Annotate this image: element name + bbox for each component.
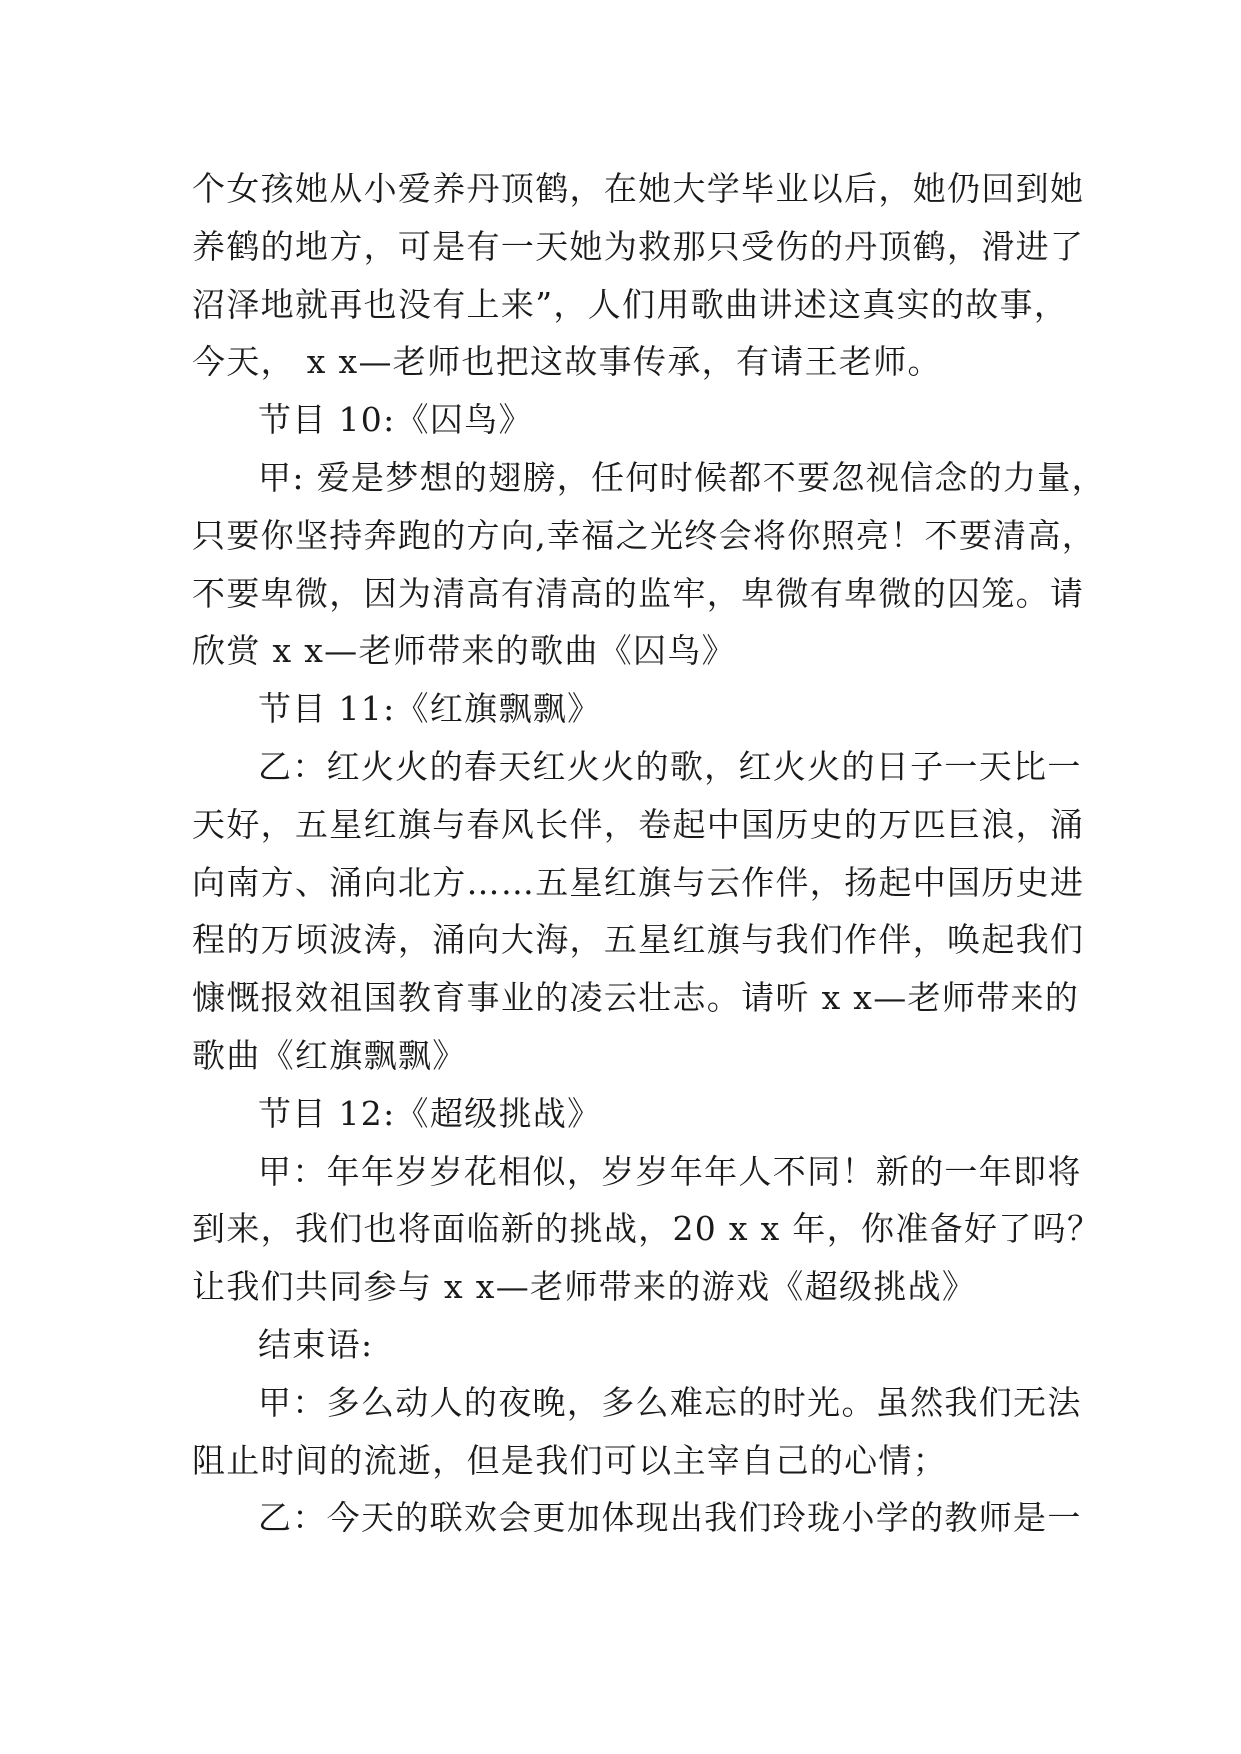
paragraph-line: 甲：多么动人的夜晚，多么难忘的时光。虽然我们无法: [258, 1382, 1082, 1422]
paragraph-line: 天好，五星红旗与春风长伴，卷起中国历史的万匹巨浪，涌: [192, 804, 1085, 844]
paragraph-line: 乙：今天的联欢会更加体现出我们玲珑小学的教师是一: [258, 1498, 1082, 1538]
paragraph-line: 慷慨报效祖国教育事业的凌云壮志。请听 x x—老师带来的: [192, 978, 1080, 1018]
program-heading: 节目 11:《红旗飘飘》: [258, 689, 602, 729]
paragraph-line: 沼泽地就再也没有上来”，人们用歌曲讲述这真实的故事，: [192, 284, 1069, 324]
document-body: [192, 160, 1106, 1547]
paragraph-line: 向南方、涌向北方……五星红旗与云作伴，扬起中国历史进: [192, 862, 1085, 902]
paragraph-line: 不要卑微，因为清高有清高的监牢，卑微有卑微的囚笼。请: [192, 573, 1085, 613]
paragraph-line: 只要你坚持奔跑的方向,幸福之光终会将你照亮！不要清高，: [192, 515, 1097, 555]
program-heading: 节目 10:《囚鸟》: [258, 400, 533, 440]
paragraph-line: 让我们共同参与 x x—老师带来的游戏《超级挑战》: [192, 1267, 977, 1307]
paragraph-line: 甲: 爱是梦想的翅膀，任何时候都不要忽视信念的力量，: [258, 457, 1106, 497]
closing-heading: 结束语:: [258, 1324, 374, 1364]
paragraph-line: 今天， x x—老师也把这故事传承，有请王老师。: [192, 342, 942, 382]
paragraph-line: 欣赏 x x—老师带来的歌曲《囚鸟》: [192, 631, 736, 671]
paragraph-line: 阻止时间的流逝，但是我们可以主宰自己的心情；: [192, 1440, 948, 1480]
program-heading: 节目 12:《超级挑战》: [258, 1093, 602, 1133]
paragraph-line: 甲：年年岁岁花相似，岁岁年年人不同！新的一年即将: [258, 1151, 1082, 1191]
paragraph-line: 歌曲《红旗飘飘》: [192, 1035, 467, 1075]
paragraph-line: 程的万顷波涛，涌向大海，五星红旗与我们作伴，唤起我们: [192, 920, 1085, 960]
paragraph-line: 个女孩她从小爱养丹顶鹤，在她大学毕业以后，她仍回到她: [192, 169, 1085, 208]
paragraph-line: 养鹤的地方，可是有一天她为救那只受伤的丹顶鹤，滑进了: [192, 226, 1085, 266]
paragraph-line: 乙：红火火的春天红火火的歌，红火火的日子一天比一: [258, 746, 1082, 786]
paragraph-line: 到来，我们也将面临新的挑战，20 x x 年，你准备好了吗？: [192, 1209, 1102, 1249]
